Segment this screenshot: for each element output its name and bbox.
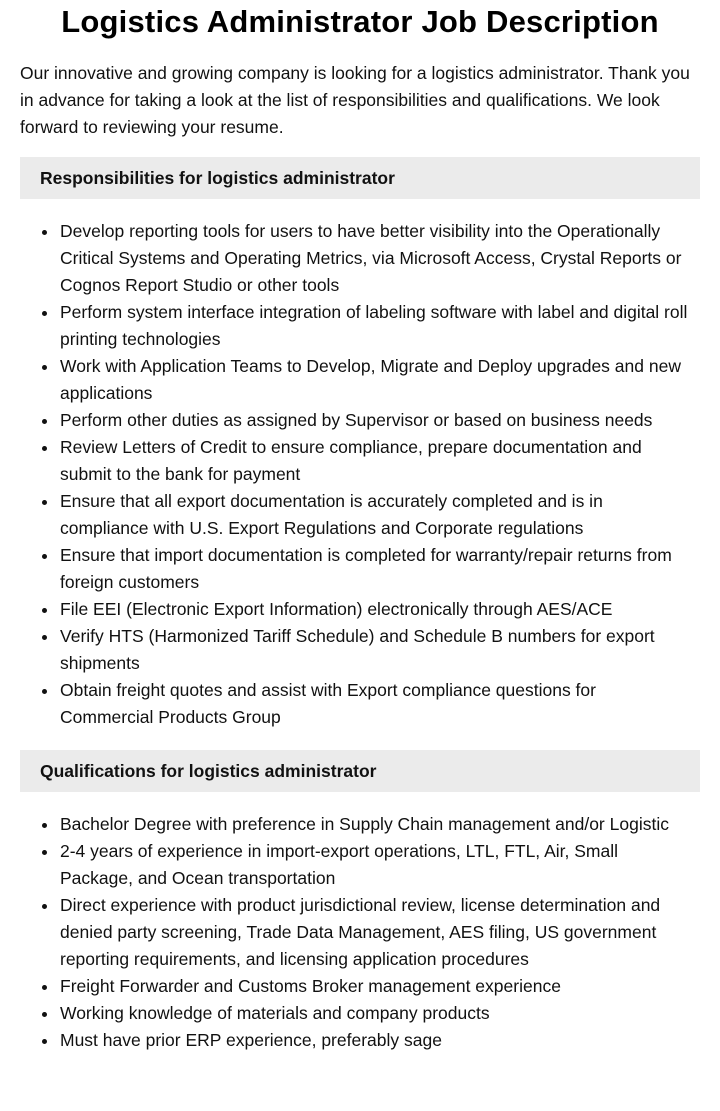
list-item: Perform other duties as assigned by Supervisor or based on business needs [60, 407, 700, 434]
page-title: Logistics Administrator Job Description [61, 4, 659, 39]
list-item: Must have prior ERP experience, preferably sage [60, 1027, 700, 1054]
list-item: Review Letters of Credit to ensure compliance, prepare documentation and submit to the bank for payment [60, 434, 700, 488]
intro-paragraph: Our innovative and growing company is looking for a logistics administrator. Thank you in advance for taking a look at the list of responsibilities and qualifications. We look forward to reviewing your resume. [20, 63, 690, 137]
list-item: 2-4 years of experience in import-export operations, LTL, FTL, Air, Small Package, and Ocean transportation [60, 838, 700, 892]
list-item: Verify HTS (Harmonized Tariff Schedule) and Schedule B numbers for export shipments [60, 623, 700, 677]
list-item: Direct experience with product jurisdictional review, license determination and denied party screening, Trade Data Management, AES filing, US government reporting requirements, and licensing application procedures [60, 892, 700, 973]
qualifications-heading: Qualifications for logistics administrator [20, 750, 700, 792]
list-item: Develop reporting tools for users to have better visibility into the Operationally Critical Systems and Operating Metrics, via Microsoft Access, Crystal Reports or Cognos Report Studio or other tools [60, 218, 700, 299]
list-item: Ensure that import documentation is completed for warranty/repair returns from foreign customers [60, 542, 700, 596]
list-item: Work with Application Teams to Develop, Migrate and Deploy upgrades and new applications [60, 353, 700, 407]
list-item: Freight Forwarder and Customs Broker management experience [60, 973, 700, 1000]
list-item: Obtain freight quotes and assist with Export compliance questions for Commercial Products Group [60, 677, 700, 731]
qualifications-list [20, 811, 700, 1054]
responsibilities-list [20, 218, 700, 731]
list-item: Perform system interface integration of labeling software with label and digital roll printing technologies [60, 299, 700, 353]
list-item: Ensure that all export documentation is accurately completed and is in compliance with U.S. Export Regulations and Corporate regulations [60, 488, 700, 542]
list-item: Working knowledge of materials and company products [60, 1000, 700, 1027]
list-item: Bachelor Degree with preference in Supply Chain management and/or Logistic [60, 811, 700, 838]
responsibilities-heading: Responsibilities for logistics administrator [20, 157, 700, 199]
list-item: File EEI (Electronic Export Information) electronically through AES/ACE [60, 596, 700, 623]
